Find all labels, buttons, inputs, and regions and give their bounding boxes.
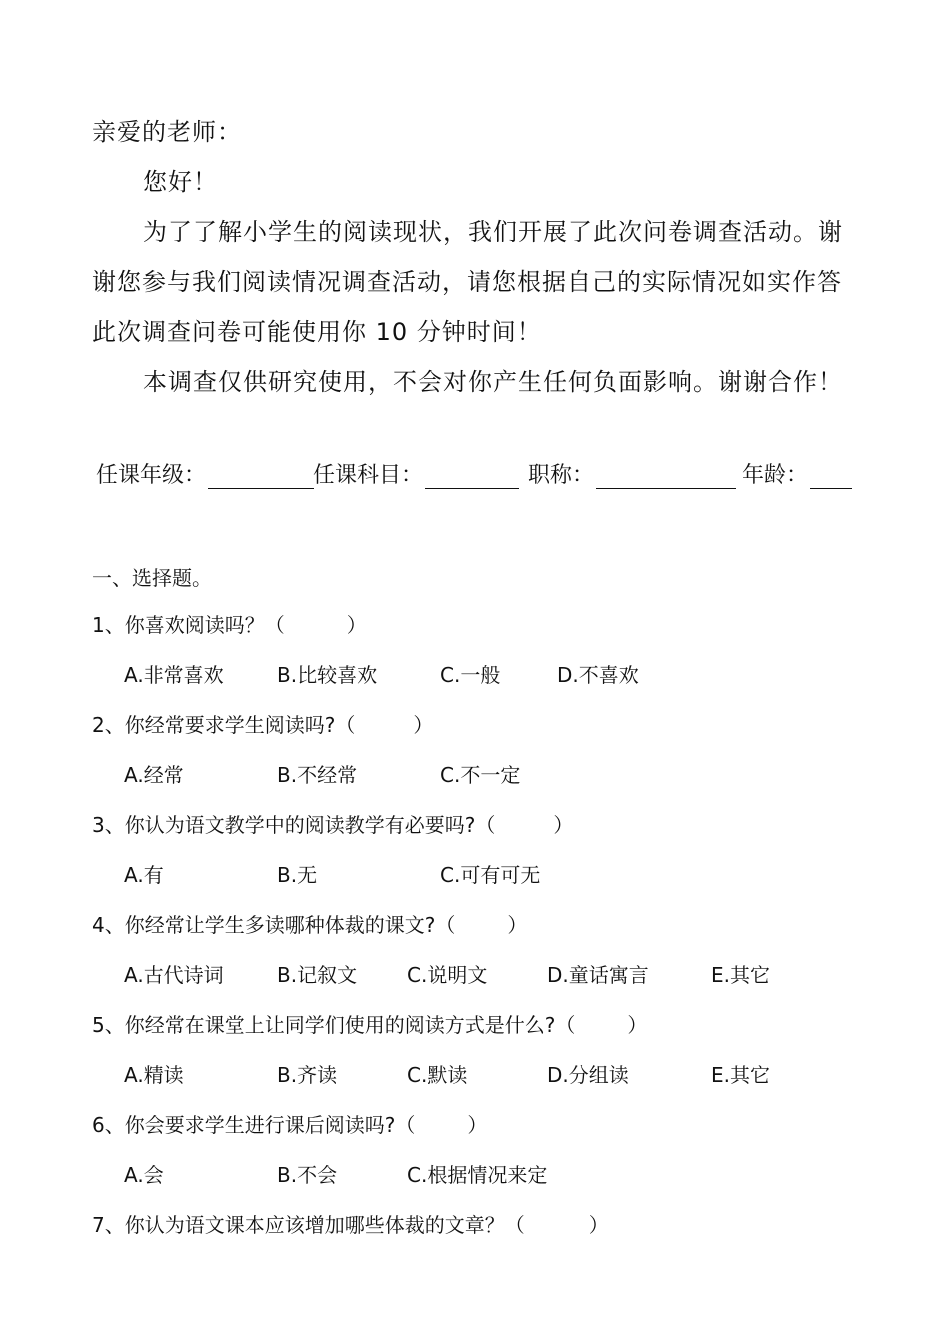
- question-2-close: ）: [413, 713, 434, 737]
- letter-paragraph-1-line-3: 此次调查问卷可能使用你 10 分钟时间！: [92, 318, 542, 346]
- question-7-close: ）: [588, 1213, 609, 1237]
- title-blank[interactable]: [596, 464, 736, 489]
- subject-field: [313, 458, 519, 489]
- question-3-close: ）: [553, 813, 574, 837]
- question-2: [92, 709, 433, 738]
- question-4-option-c[interactable]: C.说明文: [407, 963, 488, 987]
- grade-field: [96, 458, 314, 489]
- question-7: [92, 1209, 609, 1238]
- question-3-option-b[interactable]: B.无: [277, 863, 318, 887]
- question-3-option-a[interactable]: A.有: [124, 863, 164, 887]
- question-2-option-a[interactable]: A.经常: [124, 763, 184, 787]
- question-5-option-e[interactable]: E.其它: [711, 1063, 770, 1087]
- question-1-option-c[interactable]: C.一般: [440, 663, 501, 687]
- question-4-text: 4、你经常让学生多读哪种体裁的课文?（: [92, 913, 456, 937]
- question-1-close: ）: [346, 613, 367, 637]
- age-label: 年龄：: [742, 463, 809, 488]
- question-4-close: ）: [507, 913, 528, 937]
- question-6-text: 6、你会要求学生进行课后阅读吗?（: [92, 1113, 416, 1137]
- question-1-option-d[interactable]: D.不喜欢: [557, 663, 639, 687]
- question-4-option-b[interactable]: B.记叙文: [277, 963, 358, 987]
- letter-greeting: 亲爱的老师：: [92, 118, 242, 146]
- letter-hello: 您好！: [143, 168, 218, 196]
- question-1-option-b[interactable]: B.比较喜欢: [277, 663, 378, 687]
- question-5-close: ）: [627, 1013, 648, 1037]
- question-1-option-a[interactable]: A.非常喜欢: [124, 663, 224, 687]
- letter-paragraph-1-line-2: 谢您参与我们阅读情况调查活动，请您根据自己的实际情况如实作答: [92, 268, 842, 296]
- question-4-option-d[interactable]: D.童话寓言: [547, 963, 649, 987]
- question-5-text: 5、你经常在课堂上让同学们使用的阅读方式是什么?（: [92, 1013, 576, 1037]
- question-3: [92, 809, 573, 838]
- question-6-close: ）: [467, 1113, 488, 1137]
- grade-label: 任课年级：: [96, 463, 207, 488]
- question-1: [92, 609, 367, 638]
- title-label: 职称：: [528, 463, 595, 488]
- question-4-option-e[interactable]: E.其它: [711, 963, 770, 987]
- question-2-option-c[interactable]: C.不一定: [440, 763, 521, 787]
- age-field: [742, 458, 852, 489]
- question-6-option-a[interactable]: A.会: [124, 1163, 164, 1187]
- grade-blank[interactable]: [208, 464, 314, 489]
- question-3-text: 3、你认为语文教学中的阅读教学有必要吗?（: [92, 813, 496, 837]
- question-6-option-b[interactable]: B.不会: [277, 1163, 338, 1187]
- question-5-option-a[interactable]: A.精读: [124, 1063, 184, 1087]
- title-field: [528, 458, 736, 489]
- question-5: [92, 1009, 647, 1038]
- question-4-option-a[interactable]: A.古代诗词: [124, 963, 224, 987]
- question-5-option-c[interactable]: C.默读: [407, 1063, 468, 1087]
- question-5-option-b[interactable]: B.齐读: [277, 1063, 338, 1087]
- question-6: [92, 1109, 487, 1138]
- question-5-option-d[interactable]: D.分组读: [547, 1063, 629, 1087]
- subject-blank[interactable]: [425, 464, 519, 489]
- subject-label: 任课科目：: [313, 463, 424, 488]
- question-2-option-b[interactable]: B.不经常: [277, 763, 358, 787]
- question-1-text: 1、你喜欢阅读吗？（: [92, 613, 285, 637]
- question-4: [92, 909, 527, 938]
- section-title: 一、选择题。: [92, 566, 212, 590]
- question-2-text: 2、你经常要求学生阅读吗?（: [92, 713, 356, 737]
- question-6-option-c[interactable]: C.根据情况来定: [407, 1163, 548, 1187]
- question-3-option-c[interactable]: C.可有可无: [440, 863, 541, 887]
- question-7-text: 7、你认为语文课本应该增加哪些体裁的文章？（: [92, 1213, 525, 1237]
- letter-paragraph-2: 本调查仅供研究使用，不会对你产生任何负面影响。谢谢合作！: [143, 368, 843, 396]
- letter-paragraph-1-line-1: 为了了解小学生的阅读现状，我们开展了此次问卷调查活动。谢: [143, 218, 843, 246]
- age-blank[interactable]: [810, 464, 852, 489]
